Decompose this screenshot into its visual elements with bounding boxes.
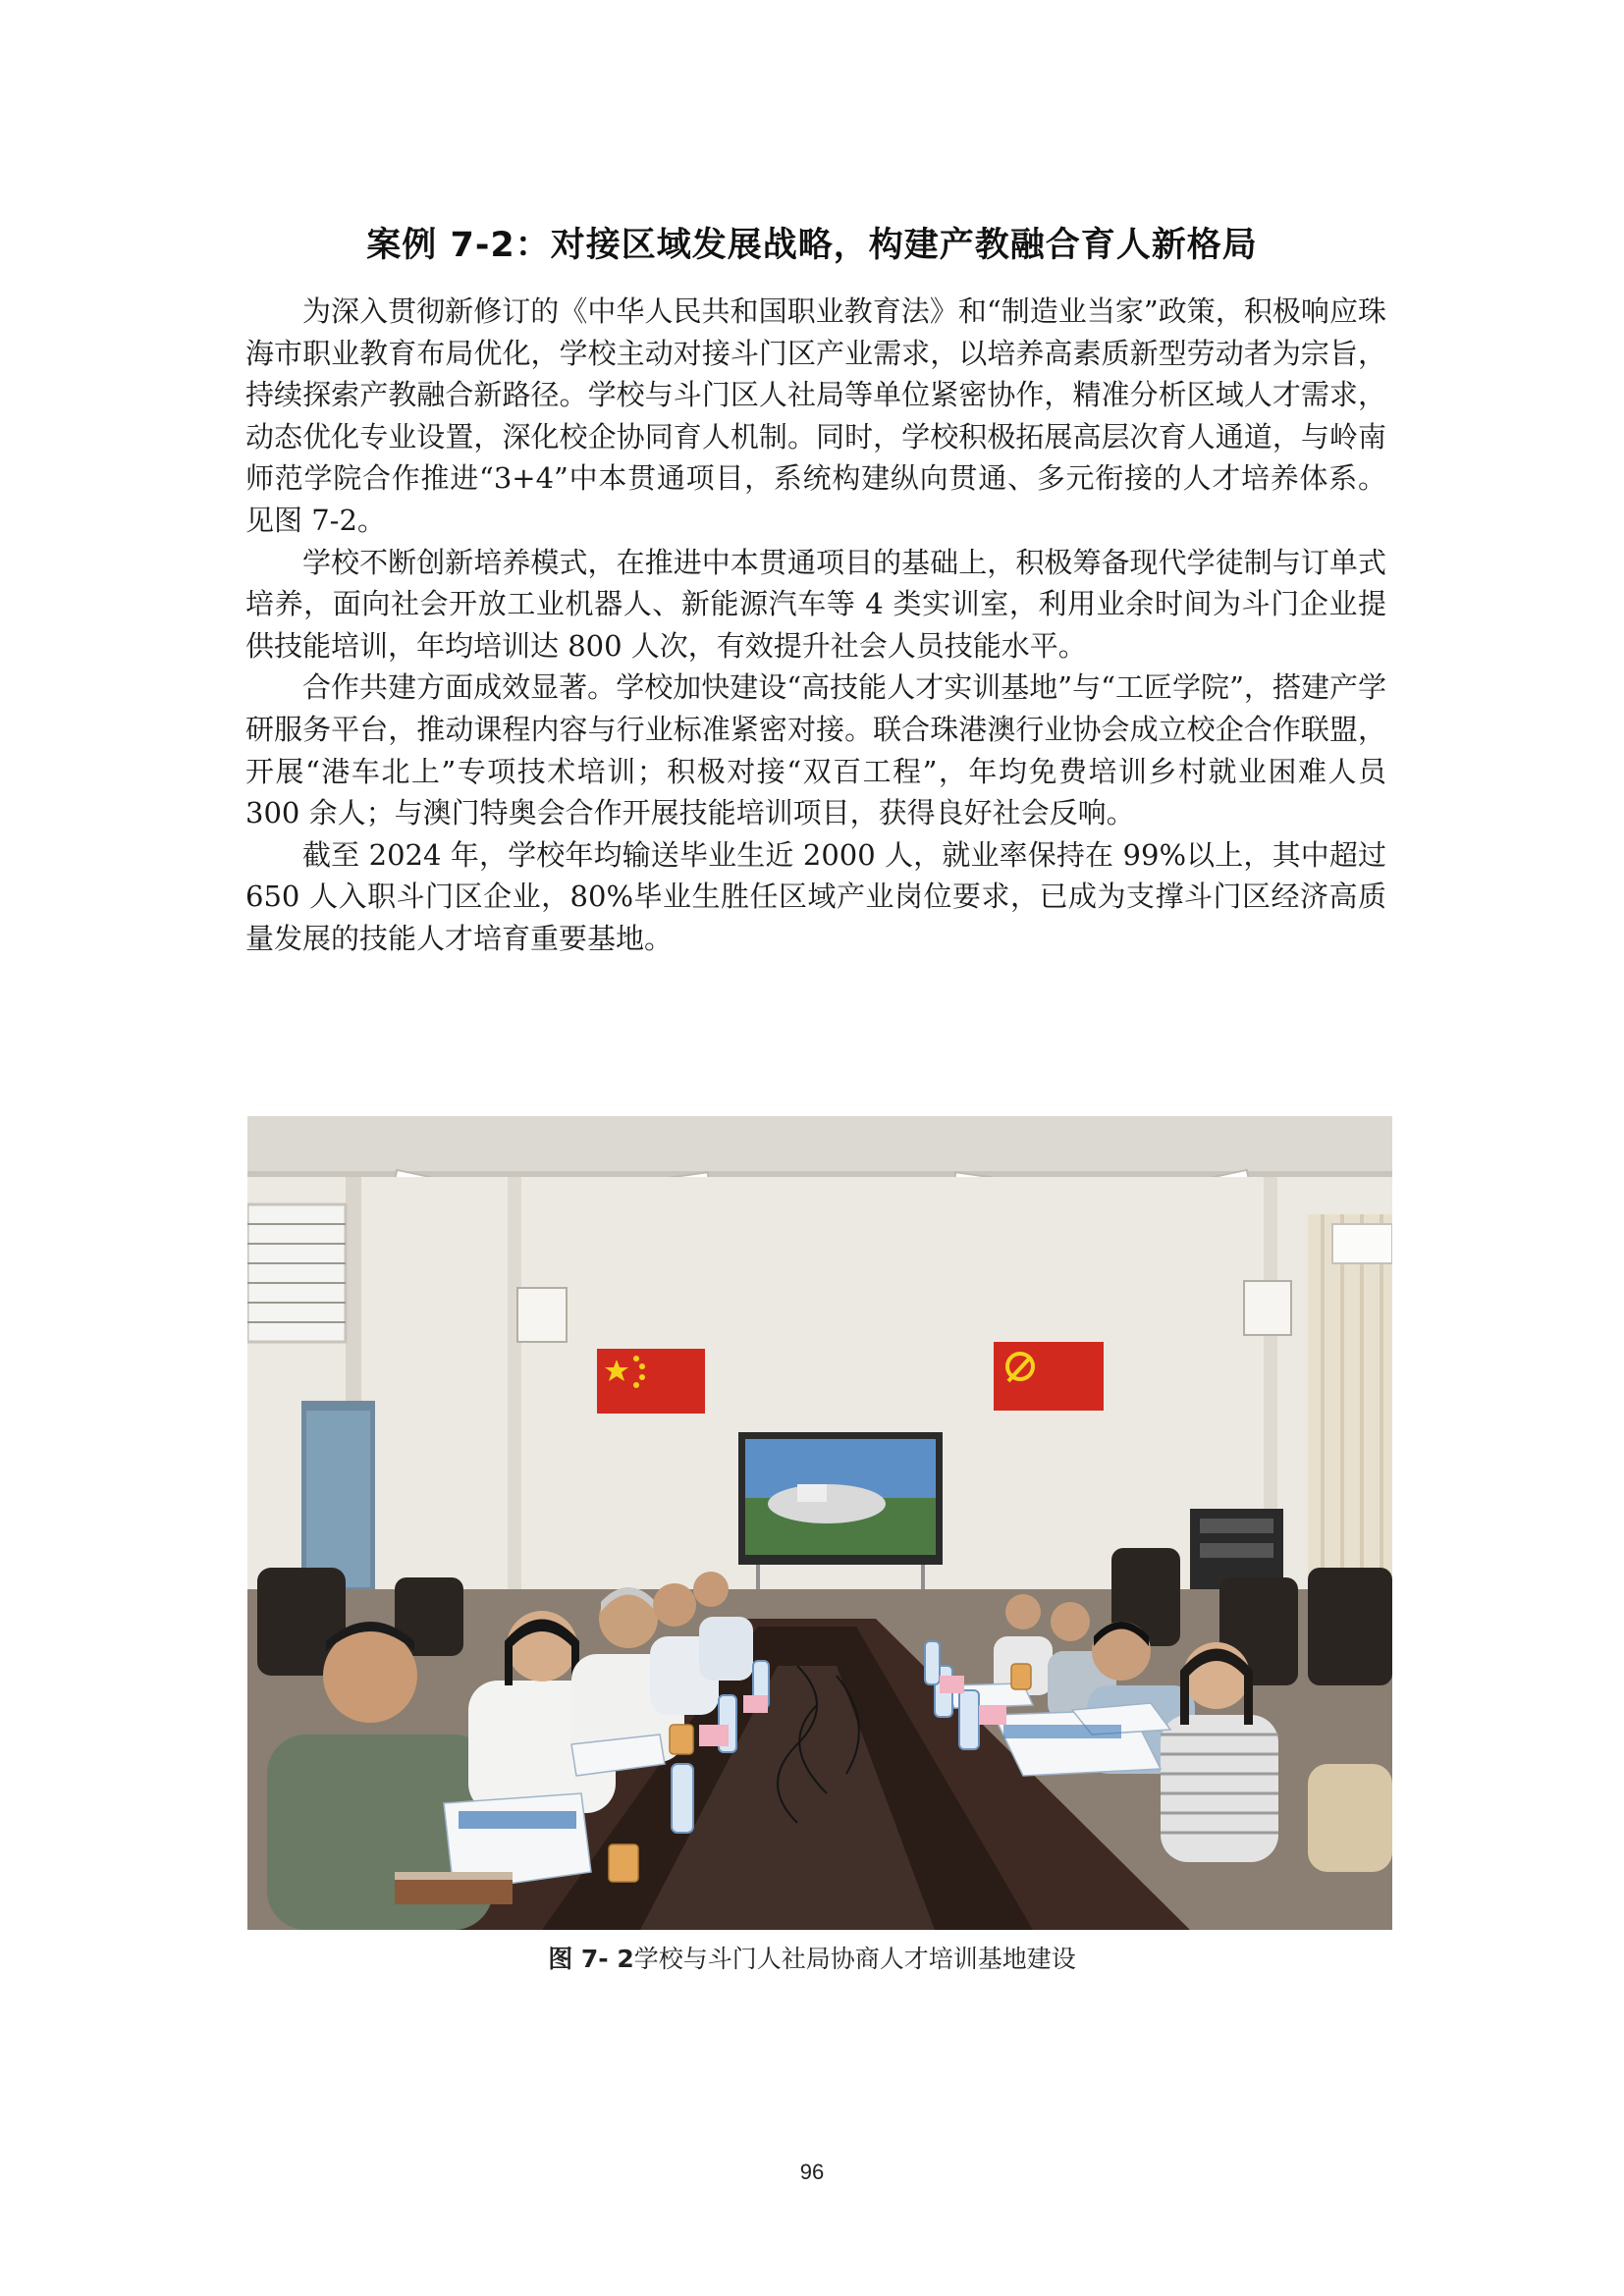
national-flag-icon	[597, 1349, 705, 1414]
meeting-photo	[247, 1116, 1392, 1930]
party-flag-icon	[994, 1342, 1104, 1411]
figure-number: 图 7- 2	[548, 1945, 634, 1973]
figure-caption	[0, 1940, 1624, 1975]
figure-caption-text: 学校与斗门人社局协商人才培训基地建设	[633, 1945, 1076, 1973]
paragraph-3: 合作共建方面成效显著。学校加快建设“高技能人才实训基地”与“工匠学院”，搭建产学研服务平台，推动课程内容与行业标准紧密对接。联合珠港澳行业协会成立校企合作联盟，开展“港车北上”专项技术培训；积极对接“双百工程”，年均免费培训乡村就业困难人员 300 余人；与澳门特奥会合作开展技能培训项目，获得良好社会反响。	[245, 670, 1386, 830]
paragraph-1: 为深入贯彻新修订的《中华人民共和国职业教育法》和“制造业当家”政策，积极响应珠海市职业教育布局优化，学校主动对接斗门区产业需求，以培养高素质新型劳动者为宗旨，持续探索产教融合新路径。学校与斗门区人社局等单位紧密协作，精准分析区域人才需求，动态优化专业设置，深化校企协同育人机制。同时，学校积极拓展高层次育人通道，与岭南师范学院合作推进“3+4”中本贯通项目，系统构建纵向贯通、多元衔接的人才培养体系。见图 7-2。	[245, 294, 1386, 537]
case-title: 案例 7-2：对接区域发展战略，构建产教融合育人新格局	[366, 226, 1258, 265]
body-text	[245, 291, 1386, 960]
page-number: 96	[799, 2160, 825, 2184]
paragraph-4: 截至 2024 年，学校年均输送毕业生近 2000 人，就业率保持在 99%以上，其中超过 650 人入职斗门区企业，80%毕业生胜任区域产业岗位要求，已成为支撑斗门区经济高质量发展的技能人才培育重要基地。	[245, 837, 1386, 955]
paragraph-2: 学校不断创新培养模式，在推进中本贯通项目的基础上，积极筹备现代学徒制与订单式培养，面向社会开放工业机器人、新能源汽车等 4 类实训室，利用业余时间为斗门企业提供技能培训，年均培训达 800 人次，有效提升社会人员技能水平。	[245, 545, 1386, 663]
